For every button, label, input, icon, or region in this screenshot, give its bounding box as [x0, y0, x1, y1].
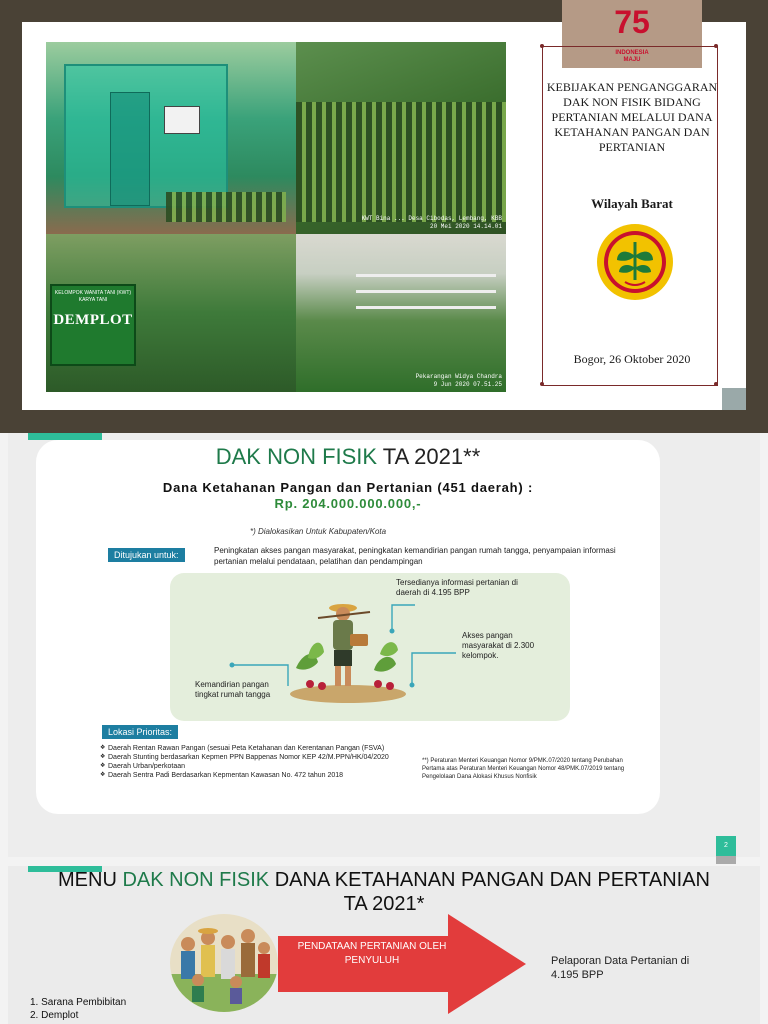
slide-3-title-prefix: MENU	[58, 869, 123, 891]
reporting-text: Pelaporan Data Pertanian di 4.195 BPP	[551, 955, 690, 981]
slide-2-page-number: 2	[716, 836, 736, 856]
priority-item: ❖ Daerah Rentan Rawan Pangan (sesuai Peta Ketahanan dan Kerentanan Pangan (FSVA)	[100, 744, 400, 753]
menu-list	[30, 996, 126, 1022]
photo-4-stamp-date: 9 Jun 2020 07.51.25	[433, 381, 502, 388]
photo-2-stamp	[362, 215, 502, 231]
priority-item: ❖ Daerah Urban/perkotaan	[100, 762, 400, 771]
slide-2-title-rest: TA 2021**	[377, 444, 481, 469]
photo-4-stamp-location: Pekarangan Widya Chandra	[415, 373, 502, 380]
callout-self-sufficiency: Kemandirian pangan tingkat rumah tangga	[195, 680, 271, 699]
extension-workers-illustration	[170, 914, 278, 1012]
slide-1-corner-square	[722, 388, 746, 410]
seedling-trays	[296, 102, 506, 222]
slide-3-title-line2: TA 2021*	[343, 893, 425, 915]
farmer-illustration-icon	[288, 598, 408, 706]
slide-2-footnote: **) Peraturan Menteri Keuangan Nomor 9/PMK.07/2020 tentang Perubahan Pertama atas Peraturan Menteri Keuangan Nomor 48/PMK.07/2019 tentang Pengelolaan Dana Alokasi Khusus Nonfisik	[422, 758, 625, 780]
slide-3-title	[8, 868, 760, 916]
slide-1-title: KEBIJAKAN PENGANGGARAN DAK NON FISIK BIDANG PERTANIAN MELALUI DANA KETAHANAN PANGAN DAN PERTANIAN	[546, 80, 718, 154]
people-group-icon	[170, 914, 278, 1012]
demplot-sign	[50, 284, 136, 366]
photo-demplot	[46, 234, 296, 392]
rack-bar	[356, 290, 496, 293]
priority-badge: Lokasi Prioritas:	[102, 725, 178, 739]
kementan-logo-icon	[595, 222, 675, 302]
greenhouse-shape	[64, 64, 228, 208]
slide-3-title-line1	[8, 868, 760, 892]
target-description: Peningkatan akses pangan masyarakat, peningkatan kemandirian pangan rumah tangga, penyampaian informasi pertanian melalui pendataan, pelatihan dan pendampingan	[214, 546, 616, 566]
seedling-pots	[166, 192, 286, 222]
photo-2-stamp-date: 20 Mei 2020 14.14.01	[429, 223, 502, 230]
slide-2-subtitle: Dana Ketahanan Pangan dan Pertanian (451 daerah) :	[162, 480, 534, 495]
demplot-sign-group: KELOMPOK WANITA TANI (KWT) KARYA TANI	[54, 290, 132, 303]
logo-75-caption-line1: INDONESIA	[615, 50, 649, 56]
slide-2-amount: Rp. 204.000.000.000,-	[274, 496, 422, 511]
slide-2-title-green: DAK NON FISIK	[215, 444, 378, 469]
photo-greenhouse	[46, 42, 296, 234]
photo-2-stamp-location: KWT Bina ... Desa Cibodas, Lembang, KBB	[361, 215, 502, 222]
slide-1-date: Bogor, 26 Oktober 2020	[573, 352, 691, 366]
slide-3-title-rest: DANA KETAHANAN PANGAN DAN PERTANIAN	[269, 869, 710, 891]
rack-bar	[356, 274, 496, 277]
slide-2-title	[36, 444, 660, 470]
process-arrow-label: PENDATAAN PERTANIAN OLEH PENYULUH	[297, 941, 447, 966]
rack-bar	[356, 306, 496, 309]
demplot-sign-title: DEMPLOT	[53, 312, 133, 328]
target-badge: Ditujukan untuk:	[108, 548, 185, 562]
menu-item: 2. Demplot	[30, 1010, 79, 1021]
slide-2-accent-tab	[28, 433, 102, 440]
priority-item: ❖ Daerah Stunting berdasarkan Kepmen PPN Bappenas Nomor KEP 42/M.PPN/HK/04/2020	[100, 753, 400, 762]
slide-2-note: *) Dialokasikan Untuk Kabupaten/Kota	[250, 527, 387, 536]
title-box-corner	[540, 382, 544, 386]
title-box-corner	[714, 44, 718, 48]
menu-item: 1. Sarana Pembibitan	[30, 997, 127, 1008]
slide-3-title-green: DAK NON FISIK	[122, 869, 270, 891]
photo-hydroponic-rack	[296, 234, 506, 392]
photo-4-stamp	[416, 373, 502, 389]
title-box-corner	[540, 44, 544, 48]
greenhouse-sign	[164, 106, 200, 134]
photo-seedling-trays	[296, 42, 506, 234]
priority-list	[100, 744, 400, 780]
title-box-corner	[714, 382, 718, 386]
callout-food-access: Akses pangan masyarakat di 2.300 kelompok.	[462, 631, 535, 660]
logo-75-caption-line2: MAJU	[623, 57, 641, 63]
slide-2-page-tab	[716, 856, 736, 864]
priority-item: ❖ Daerah Sentra Padi Berdasarkan Kepmentan Kawasan No. 472 tahun 2018	[100, 771, 400, 780]
greenhouse-door	[110, 92, 150, 206]
callout-information: Tersedianya informasi pertanian di daerah di 4.195 BPP	[396, 578, 518, 597]
logo-75-number: 75	[614, 4, 650, 40]
slide-1-region: Wilayah Barat	[591, 196, 673, 211]
